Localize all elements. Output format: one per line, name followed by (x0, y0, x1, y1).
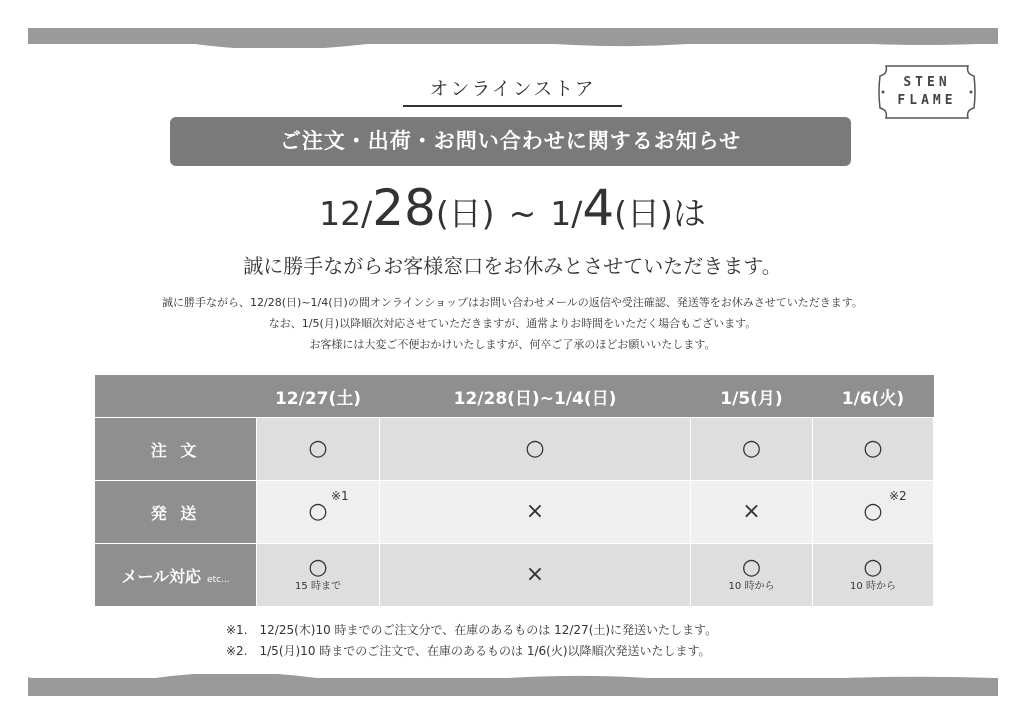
table-cell (257, 481, 380, 544)
table-header-corner (95, 375, 257, 418)
cell-time-note: 15 時まで (295, 581, 341, 592)
footnote-1: ※1. 12/25(木)10 時までのご注文分で、在庫のあるものは 12/27(土)に発送いたします。 (226, 623, 718, 637)
table-row-shipping (95, 481, 934, 544)
status-mark: ○ (308, 436, 328, 461)
logo-line-1: STEN (903, 75, 951, 90)
sten-flame-logo (876, 64, 978, 120)
cell-time-note: 10 時から (850, 581, 896, 592)
closure-start-weekday: (日) (435, 194, 495, 233)
table-cell (257, 544, 380, 607)
footnote-ref: ※1 (331, 489, 349, 503)
status-mark: ○ (525, 436, 545, 461)
detail-line: 誠に勝手ながら、12/28(日)~1/4(日)の間オンラインショップはお問い合わせメールの返信や受注確認、発送等をお休みさせていただきます。 (162, 296, 863, 309)
logo-line-2: FLAME (897, 93, 957, 108)
status-mark: ○ (308, 555, 328, 580)
table-cell (380, 418, 691, 481)
column-header-jan5: 1/5(月) (691, 375, 813, 418)
status-mark: ○ (741, 555, 762, 580)
row-label-text: 発 送 (150, 503, 201, 523)
table-cell (380, 544, 691, 607)
status-mark: ○ (741, 436, 762, 461)
table-cell (813, 418, 934, 481)
closure-subtitle: 誠に勝手ながらお客様窓口をお休みとさせていただきます。 (243, 254, 782, 278)
footnotes (226, 620, 717, 662)
column-header-dec27: 12/27(土) (257, 375, 380, 418)
detail-line: なお、1/5(月)以降順次対応させていただきますが、通常よりお時間をいただく場合もございます。 (268, 317, 757, 330)
closure-end-day: 4 (582, 179, 615, 237)
store-section-heading (0, 74, 1025, 107)
status-mark: × (742, 499, 761, 524)
status-mark: ○ (863, 436, 883, 461)
footnote-ref: ※2 (889, 489, 907, 503)
table-cell (691, 418, 813, 481)
table-cell (813, 544, 934, 607)
status-mark: × (525, 562, 545, 587)
status-mark: × (525, 499, 545, 524)
table-cell (691, 544, 813, 607)
closure-start-month: 12/ (319, 194, 373, 233)
bottom-decorative-band (28, 678, 998, 696)
closure-start-day: 28 (372, 179, 436, 237)
status-mark: ○ (308, 499, 328, 524)
table-row-order (95, 418, 934, 481)
row-label-etc: etc... (207, 574, 230, 585)
row-label-text: メール対応 (121, 566, 202, 586)
closure-end-weekday: (日) (614, 194, 673, 233)
detail-paragraph (0, 292, 1025, 355)
logo-badge-outline (876, 64, 978, 120)
status-mark: ○ (863, 499, 883, 524)
band-wave-edge (28, 674, 998, 682)
table-cell (813, 481, 934, 544)
status-mark: ○ (863, 555, 883, 580)
table-cell (691, 481, 813, 544)
column-header-holiday: 12/28(日)~1/4(日) (380, 375, 691, 418)
table-header-row (95, 375, 934, 418)
column-header-jan6: 1/6(火) (813, 375, 934, 418)
closure-end-month: 1/ (550, 194, 583, 233)
detail-line: お客様には大変ご不便おかけいたしますが、何卒ご了承のほどお願いいたします。 (309, 338, 716, 351)
row-label-order (95, 418, 257, 481)
cell-time-note: 10 時から (728, 581, 775, 592)
row-label-email (95, 544, 257, 607)
closure-tilde: ~ (508, 194, 537, 233)
closure-suffix: は (672, 194, 706, 233)
top-decorative-band (28, 28, 998, 44)
notice-title: ご注文・出荷・お問い合わせに関するお知らせ (279, 129, 742, 153)
table-row-email (95, 544, 934, 607)
schedule-table (94, 375, 934, 607)
band-wave-edge (28, 40, 998, 48)
table-cell (257, 418, 380, 481)
footnote-2: ※2. 1/5(月)10 時までのご注文で、在庫のあるものは 1/6(火)以降順次発送いたします。 (226, 644, 711, 658)
row-label-shipping (95, 481, 257, 544)
table-cell (380, 481, 691, 544)
notice-banner (170, 117, 851, 166)
closure-period (0, 178, 1025, 244)
store-label: オンラインストア (403, 74, 621, 107)
row-label-text: 注 文 (150, 440, 201, 460)
